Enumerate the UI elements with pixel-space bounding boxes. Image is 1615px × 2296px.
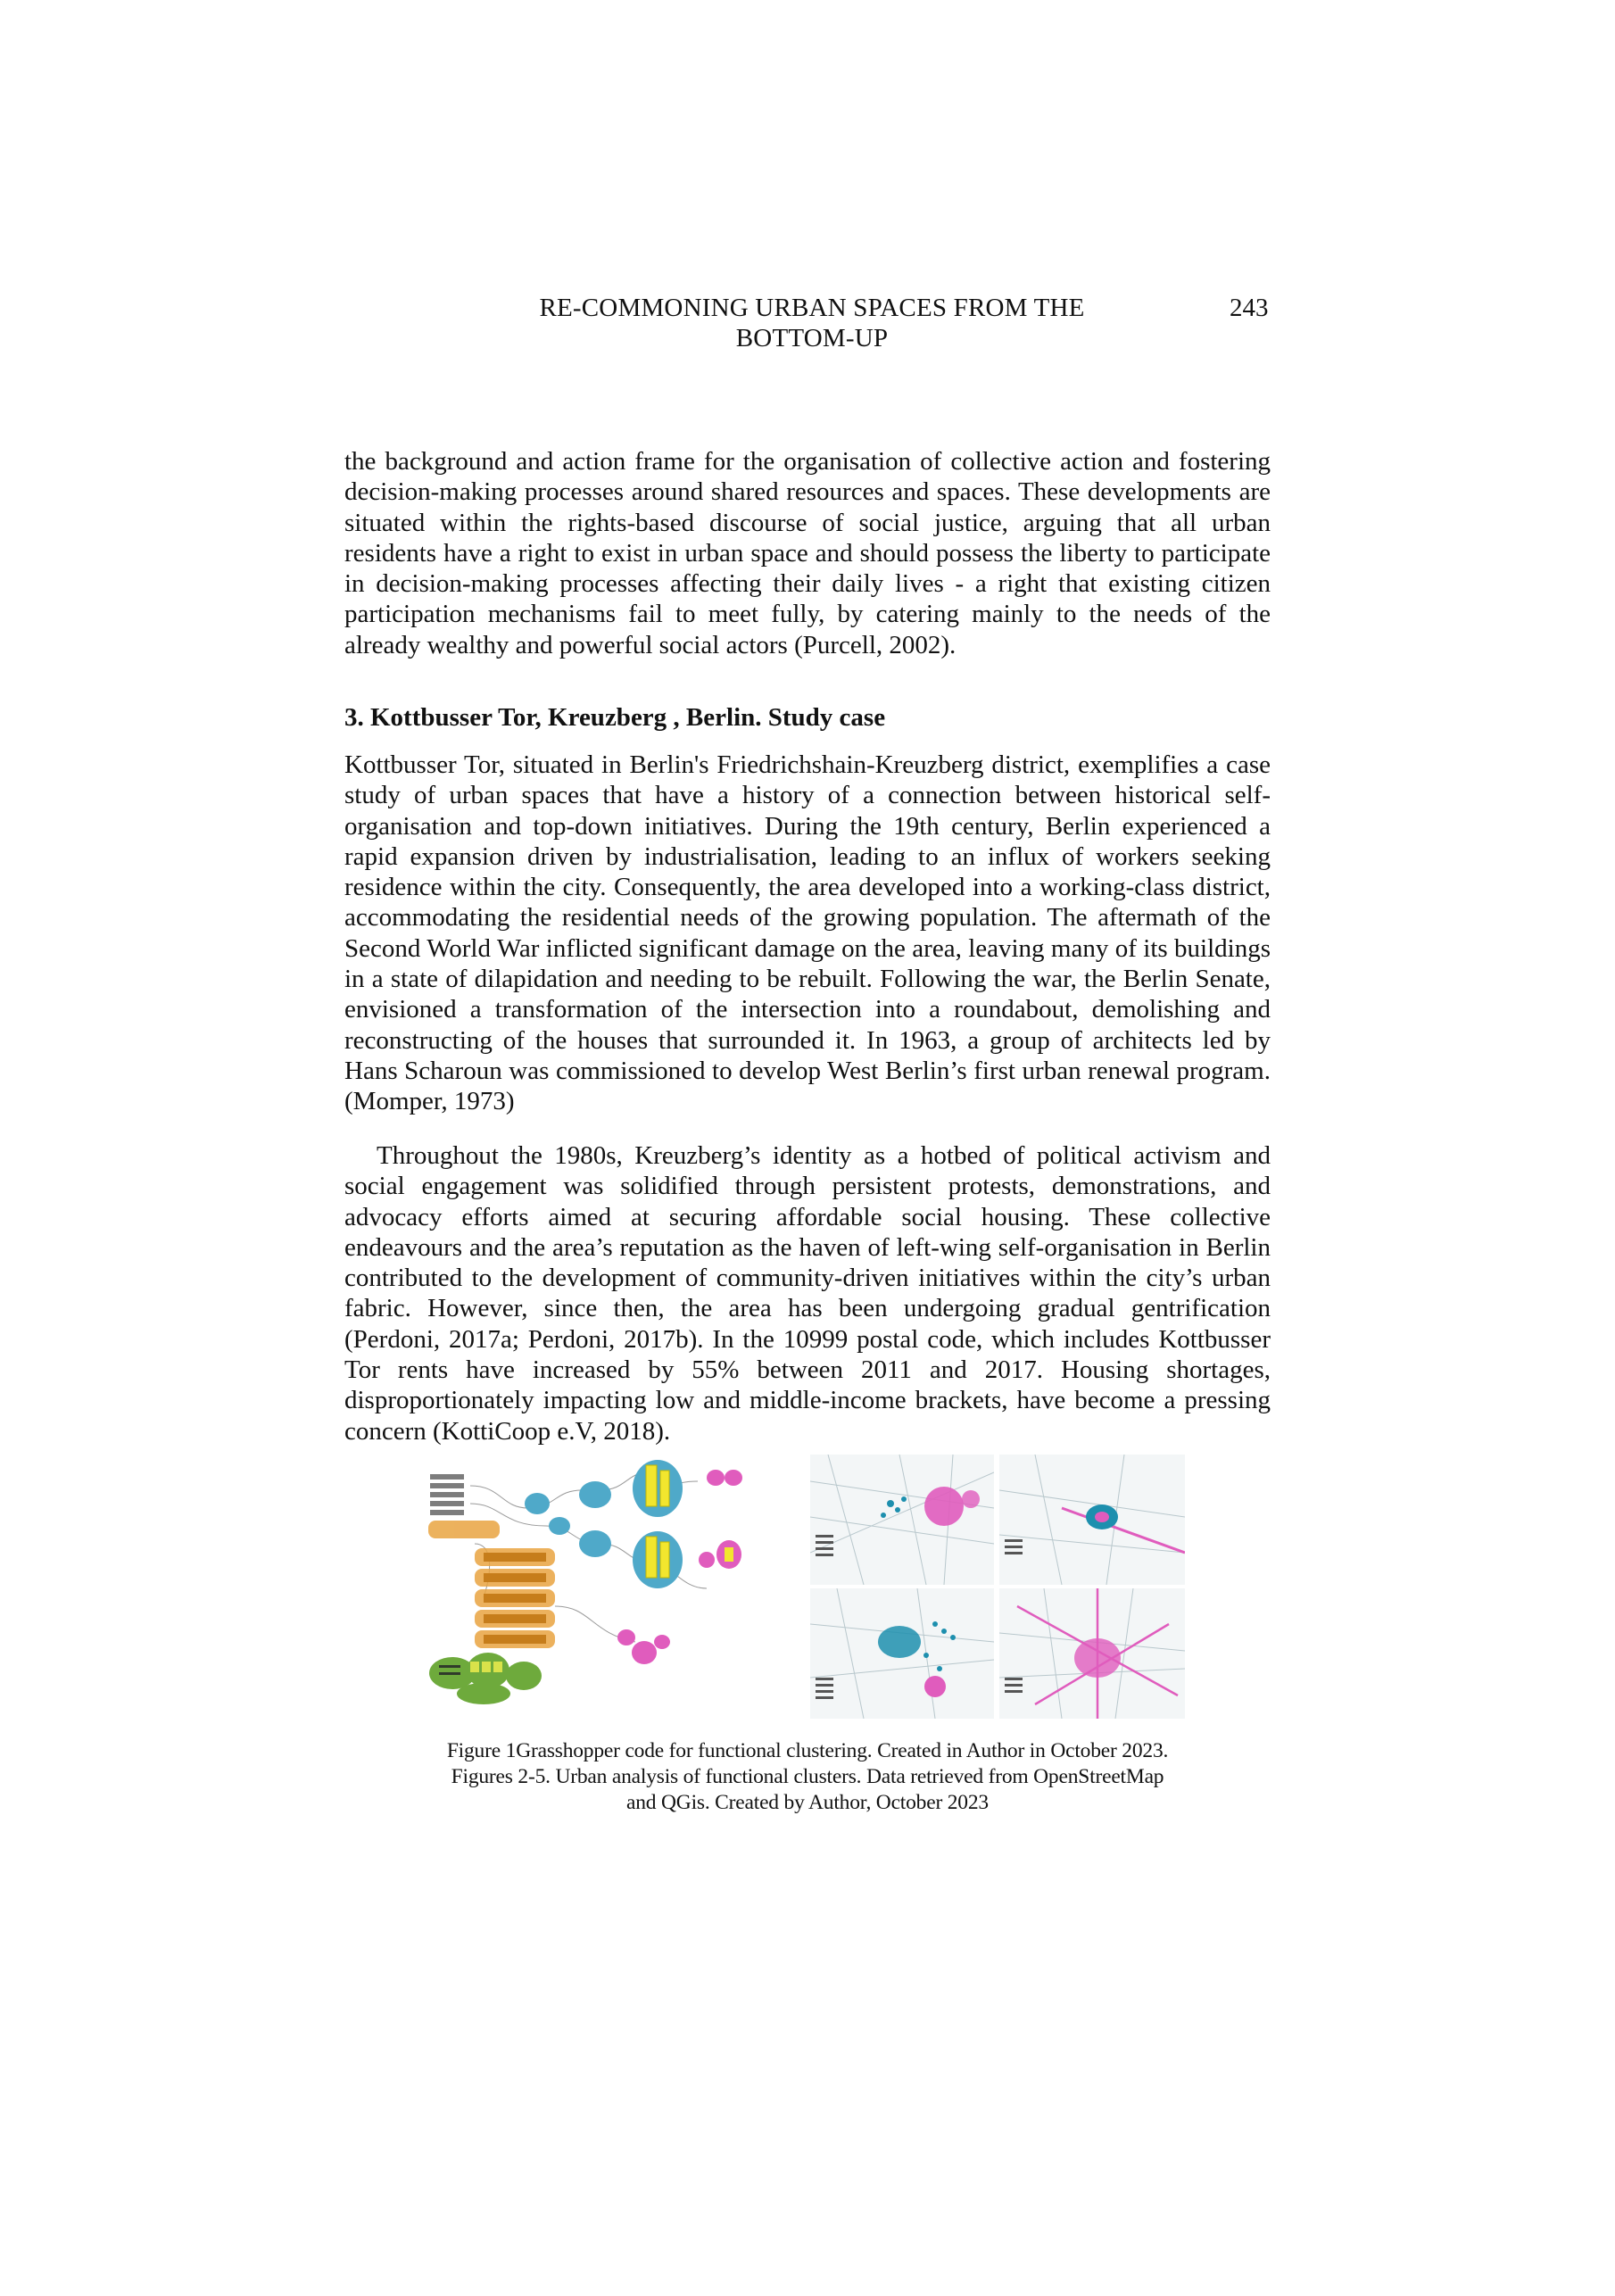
map-graphic: [999, 1455, 1185, 1585]
map-panel-4: [810, 1588, 994, 1719]
figure-composite: [421, 1455, 1185, 1719]
running-header: [500, 293, 1124, 353]
body-paragraph-3: [344, 1140, 1271, 1446]
grasshopper-graphic: [421, 1455, 805, 1719]
grasshopper-diagram: [421, 1455, 805, 1719]
paragraph-text: Throughout the 1980s, Kreuzberg’s identity as a hotbed of political activism and social engagement was solidified through persistent protests, demonstrations, and advocacy efforts aimed at securing affordable social housing. These collective endeavours and the area’s reputation as the haven of left-wing self-organisation in Berlin contributed to the development of community-driven initiatives within the city’s urban fabric. However, since then, the area has been undergoing gradual gentrification (Perdoni, 2017a; Perdoni, 2017b). In the 10999 postal code, which includes Kottbusser Tor rents have increased by 55% between 2011 and 2017. Housing shortages, disproportionately impacting low and middle-income brackets, have become a pressing concern (KottiCoop e.V, 2018).: [344, 1141, 1271, 1446]
header-title-line-1: RE-COMMONING URBAN SPACES FROM THE: [539, 294, 1085, 322]
map-panel-3: [999, 1455, 1185, 1585]
map-graphic: [999, 1588, 1185, 1719]
paragraph-text: Kottbusser Tor, situated in Berlin's Friedrichshain-Kreuzberg district, exemplifies a case study of urban spaces that have a history of a connection between historical self-organisation and top-down initiatives. During the 19th century, Berlin experienced a rapid expansion driven by industrialisation, leading to an influx of workers seeking residence within the city. Consequently, the area developed into a working-class district, accommodating the residential needs of the growing population. The aftermath of the Second World War inflicted significant damage on the area, leaving many of its buildings in a state of dilapidation and needing to be rebuilt. Following the war, the Berlin Senate, envisioned a transformation of the intersection into a roundabout, demolishing and reconstructing of the houses that surrounded it. In 1963, a group of architects led by Hans Scharoun was commissioned to develop West Berlin’s first urban renewal program. (Momper, 1973): [344, 750, 1271, 1116]
caption-line-2: Figures 2-5. Urban analysis of functional clusters. Data retrieved from OpenStreetMap: [451, 1765, 1164, 1788]
map-graphic: [810, 1455, 994, 1585]
paragraph-text: the background and action frame for the organisation of collective action and fostering decision-making processes around shared resources and spaces. These developments are situated within the rights-based discourse of social justice, arguing that all urban residents have a right to exist in urban space and should possess the liberty to participate in decision-making processes affecting their daily lives - a right that existing citizen participation mechanisms fail to meet fully, by catering mainly to the needs of the already wealthy and powerful social actors (Purcell, 2002).: [344, 447, 1271, 659]
caption-line-1: Figure 1Grasshopper code for functional clustering. Created in Author in October 2023.: [446, 1739, 1169, 1762]
page-number: 243: [1230, 294, 1269, 322]
map-panel-2: [810, 1455, 994, 1585]
body-paragraph-2: [344, 750, 1271, 1117]
map-panel-5: [999, 1588, 1185, 1719]
section-heading: 3. Kottbusser Tor, Kreuzberg , Berlin. Study case: [344, 703, 886, 732]
figure-caption: [357, 1738, 1258, 1816]
caption-line-3: and QGis. Created by Author, October 2023: [626, 1791, 989, 1814]
body-paragraph-1: [344, 446, 1271, 660]
map-graphic: [810, 1588, 994, 1719]
header-title-line-2: BOTTOM-UP: [735, 324, 889, 352]
